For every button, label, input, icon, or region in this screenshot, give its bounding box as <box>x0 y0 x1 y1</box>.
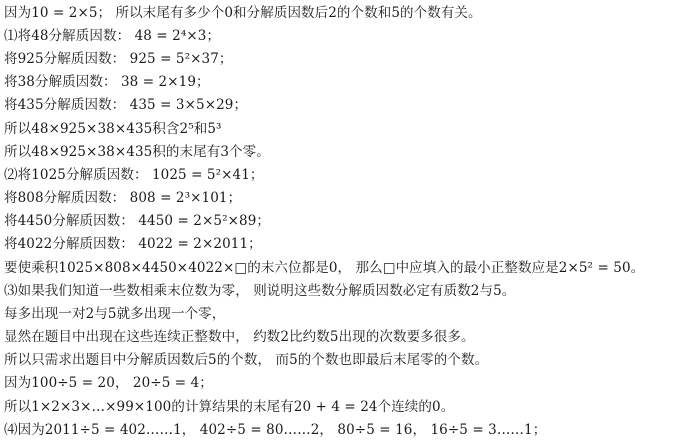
text-line: 所以1×2×3×…×99×100的计算结果的末尾有20 + 4 = 24个连续的0。 <box>4 399 455 415</box>
text-line: 所以48×925×38×435积的末尾有3个零。 <box>4 144 270 160</box>
text-line: ⑶如果我们知道一些数相乘末位数为零， 则说明这些数分解质因数必定有质数2与5。 <box>4 283 516 299</box>
text-line: 因为10 = 2×5； 所以末尾有多少个0和分解质因数后2的个数和5的个数有关。 <box>4 5 482 21</box>
text-line: 要使乘积1025×808×4450×4022×□的末六位都是0， 那么□中应填入的最小正整数应是2×5² = 50。 <box>4 260 645 276</box>
text-line: 所以48×925×38×435积含2⁵和5³ <box>4 121 222 137</box>
text-line: 将4450分解质因数： 4450 = 2×5²×89； <box>4 213 270 229</box>
text-line: 因为100÷5 = 20， 20÷5 = 4； <box>4 375 213 391</box>
text-line: 将38分解质因数： 38 = 2×19； <box>4 74 210 90</box>
text-line: 每多出现一对2与5就多出现一个零， <box>4 306 226 322</box>
text-line: 将435分解质因数： 435 = 3×5×29； <box>4 97 248 113</box>
text-line: 将4022分解质因数： 4022 = 2×2011； <box>4 236 262 252</box>
text-line: 将925分解质因数： 925 = 5²×37； <box>4 51 233 67</box>
text-line: ⑷因为2011÷5 = 402……1， 402÷5 = 80……2， 80÷5 = 16， 16÷5 = 3……1； <box>4 422 547 438</box>
text-line: 显然在题目中出现在这些连续正整数中， 约数2比约数5出现的次数要多很多。 <box>4 329 475 345</box>
text-line: 所以只需求出题目中分解质因数后5的个数， 而5的个数也即最后末尾零的个数。 <box>4 352 489 368</box>
text-line: ⑴将48分解质因数： 48 = 2⁴×3； <box>4 28 221 44</box>
text-line: 将808分解质因数： 808 = 2³×101； <box>4 190 242 206</box>
text-line: ⑵将1025分解质因数： 1025 = 5²×41； <box>4 167 264 183</box>
